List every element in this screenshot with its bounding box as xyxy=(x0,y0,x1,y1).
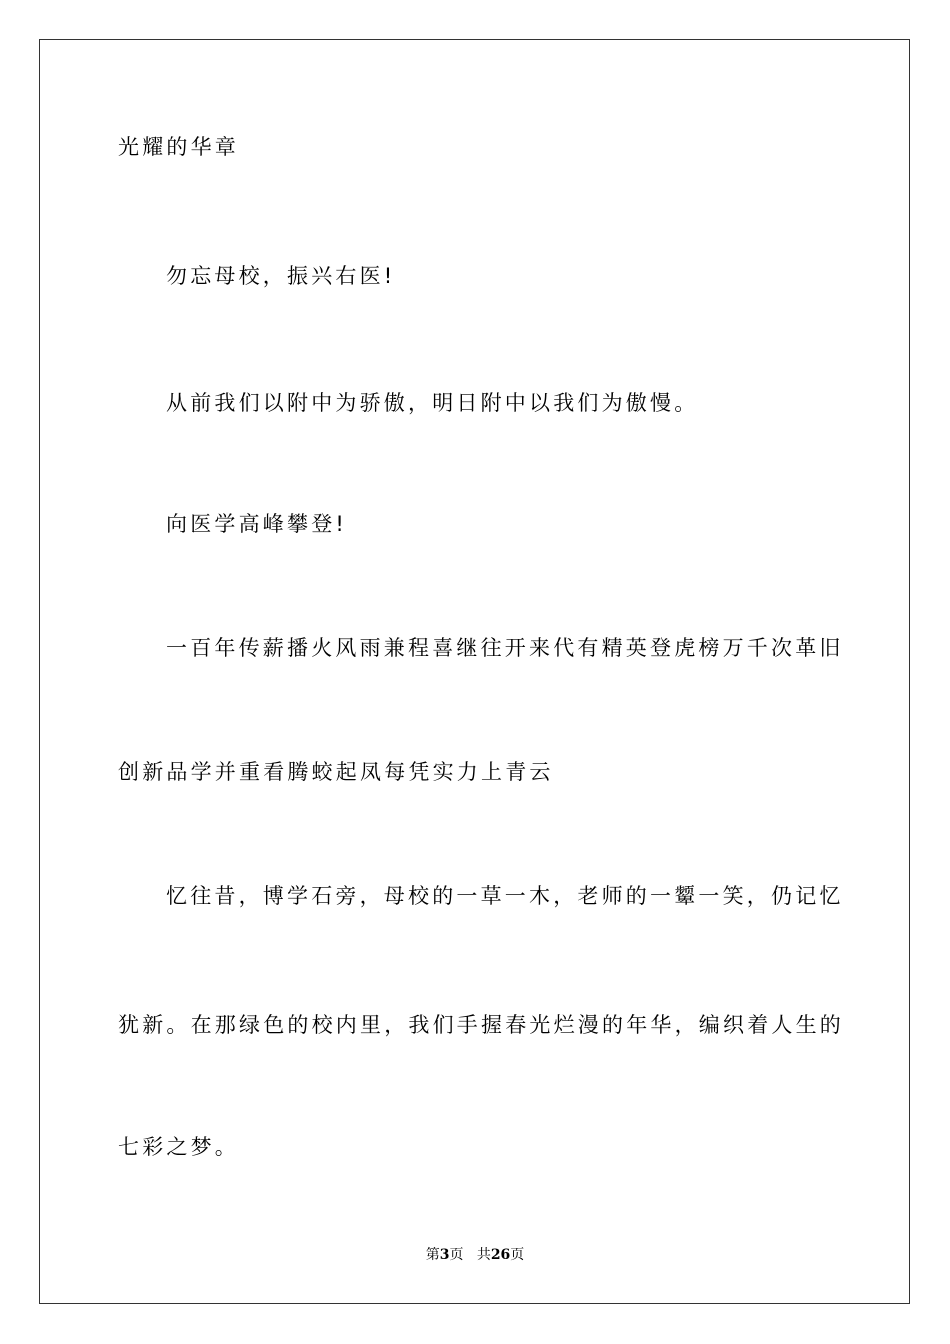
text-line-7: 忆往昔，博学石旁，母校的一草一木，老师的一颦一笑，仍记忆 xyxy=(166,884,844,908)
page-footer xyxy=(0,1246,950,1264)
footer-page-prefix: 第 xyxy=(425,1247,440,1263)
footer-page-suffix: 页 xyxy=(449,1247,464,1263)
footer-page-number: 3 xyxy=(439,1247,450,1263)
text-line-9: 七彩之梦。 xyxy=(118,1135,239,1159)
text-line-4: 向医学高峰攀登! xyxy=(166,512,348,536)
footer-total-pages: 26 xyxy=(490,1247,511,1263)
text-line-6: 创新品学并重看腾蛟起凤每凭实力上青云 xyxy=(118,760,554,784)
text-line-2: 勿忘母校，振兴右医! xyxy=(166,264,396,288)
text-line-1: 光耀的华章 xyxy=(118,135,239,159)
footer-total-suffix: 页 xyxy=(510,1247,525,1263)
text-line-5: 一百年传薪播火风雨兼程喜继往开来代有精英登虎榜万千次革旧 xyxy=(166,636,844,660)
page-border xyxy=(39,39,910,1304)
footer-total-prefix: 共 xyxy=(476,1247,491,1263)
text-line-3: 从前我们以附中为骄傲，明日附中以我们为傲慢。 xyxy=(166,391,699,415)
text-line-8: 犹新。在那绿色的校内里，我们手握春光烂漫的年华，编织着人生的 xyxy=(118,1013,844,1037)
